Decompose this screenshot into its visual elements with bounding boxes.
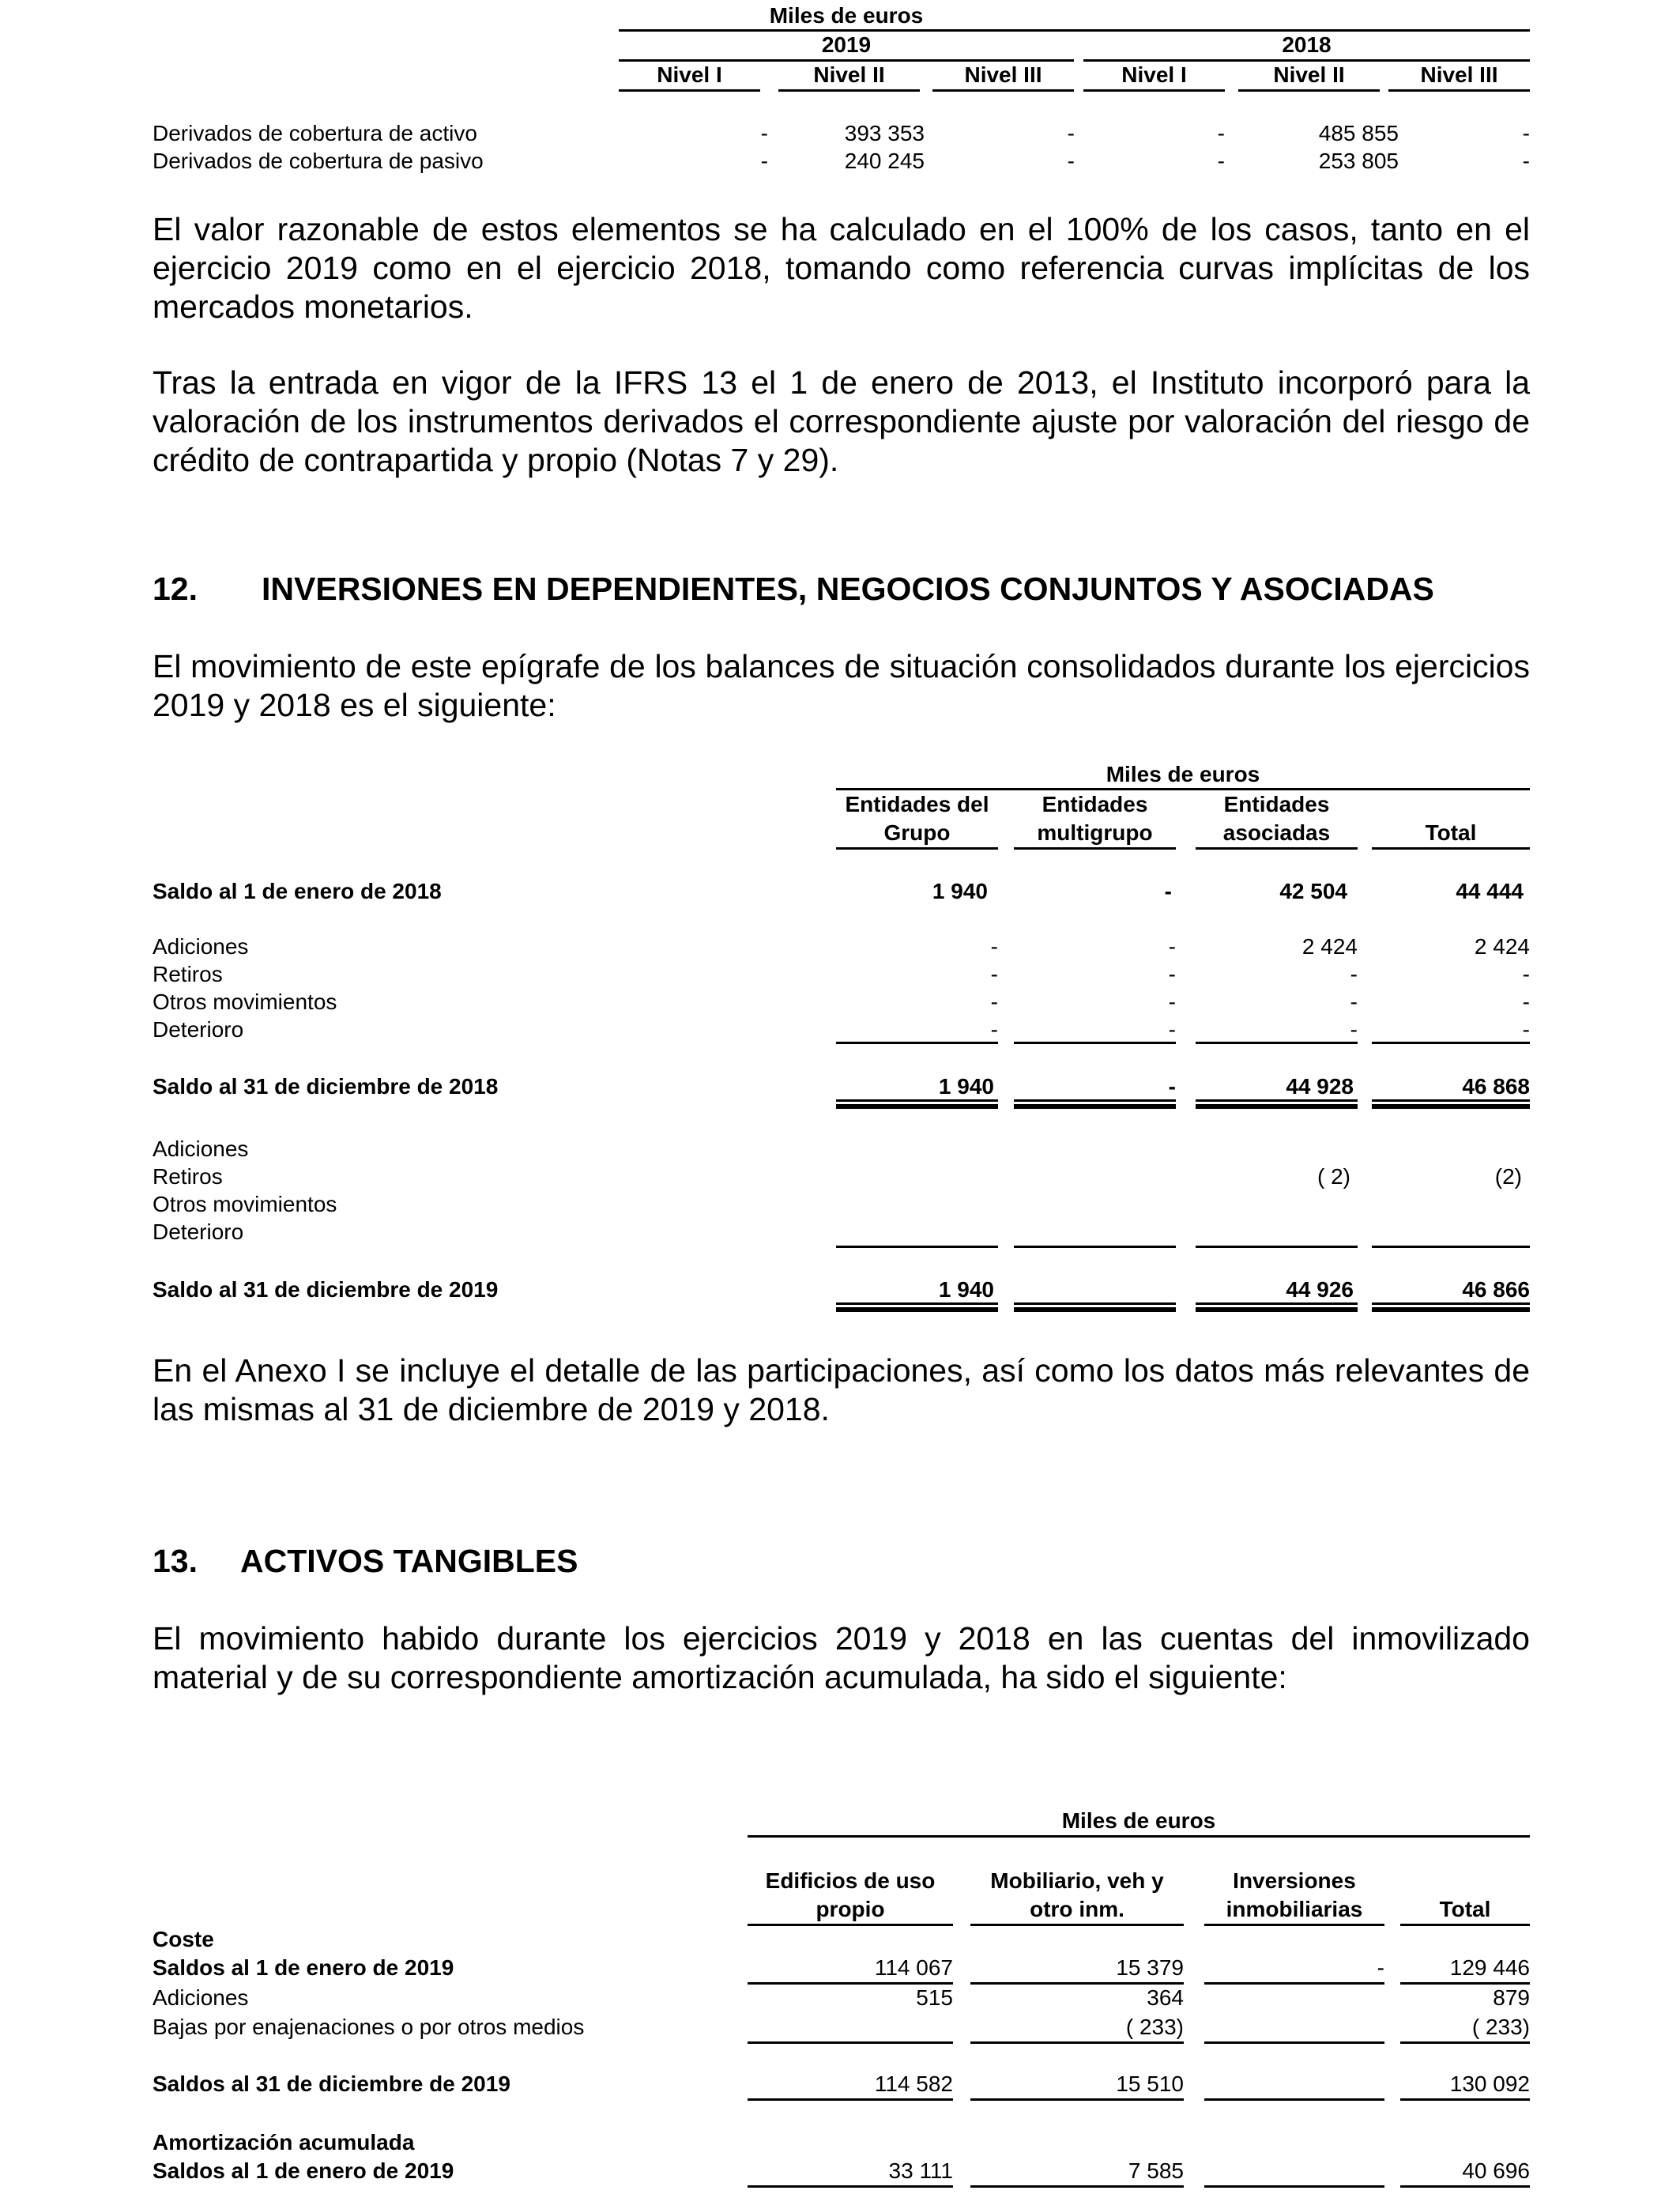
table-cell: - — [1350, 962, 1358, 986]
section-number: 12. — [153, 571, 198, 607]
table-cell: ( 233) — [1125, 2015, 1184, 2039]
table-cell: ( 2) — [1317, 1164, 1350, 1189]
column-header: Entidades — [1042, 792, 1148, 816]
table-cell: 46 868 — [1462, 1074, 1530, 1099]
row-label: Adiciones — [153, 934, 249, 959]
table-cell: - — [1067, 121, 1075, 145]
table-cell: - — [1168, 990, 1176, 1014]
double-underline — [1014, 1307, 1176, 1312]
divider — [619, 89, 760, 92]
divider — [1204, 2041, 1384, 2044]
divider — [1196, 1042, 1358, 1044]
table-cell: 485 855 — [1318, 121, 1399, 145]
section-title: INVERSIONES EN DEPENDIENTES, NEGOCIOS CONJUNTOS Y ASOCIADAS — [262, 571, 1434, 607]
divider — [836, 1246, 998, 1248]
divider — [970, 1924, 1184, 1926]
table-cell: 114 582 — [874, 2071, 953, 2096]
table-cell: - — [990, 1017, 998, 1042]
table-cell: - — [760, 149, 768, 173]
row-label: Saldo al 31 de diciembre de 2019 — [153, 1277, 499, 1302]
table-cell: 114 067 — [874, 1955, 953, 1980]
group-label: Coste — [153, 1927, 214, 1951]
double-underline — [836, 1104, 998, 1109]
row-label: Adiciones — [153, 1137, 249, 1161]
row-label: Saldos al 1 de enero de 2019 — [153, 2158, 454, 2183]
table-cell: 879 — [1493, 1985, 1530, 2010]
year-2018-header: 2018 — [1282, 32, 1332, 57]
paragraph-annex: En el Anexo I se incluye el detalle de las participaciones, así como los datos más relevantes de las mismas al 31 de diciembre de 2019 y 2018. — [153, 1352, 1530, 1427]
row-label: Otros movimientos — [153, 1192, 337, 1216]
double-underline — [1014, 1104, 1176, 1109]
divider — [1204, 2185, 1384, 2188]
divider — [1083, 89, 1225, 92]
table-cell: - — [1168, 1074, 1176, 1099]
column-header: multigrupo — [1037, 820, 1153, 845]
level-header: Nivel I — [657, 62, 722, 87]
table-cell: - — [1168, 1017, 1176, 1042]
table-cell: (2) — [1494, 1164, 1522, 1189]
year-2019-header: 2019 — [821, 32, 872, 57]
unit-header: Miles de euros — [769, 3, 924, 28]
column-header: Total — [1425, 820, 1477, 845]
paragraph-movement-13: El movimiento habido durante los ejercicios 2019 y 2018 en las cuentas del inmovilizado material y de su correspondiente amortización acumulada, ha sido el siguiente: — [153, 1620, 1530, 1695]
divider — [1014, 1042, 1176, 1044]
row-label: Bajas por enajenaciones o por otros medios — [153, 2015, 585, 2039]
divider — [932, 89, 1074, 92]
divider — [1204, 2098, 1384, 2101]
table-cell: - — [1067, 149, 1075, 173]
table-cell: 42 504 — [1279, 879, 1347, 903]
level-header: Nivel II — [813, 62, 885, 87]
table-cell: - — [990, 962, 998, 986]
divider — [970, 2098, 1184, 2101]
column-header: Edificios de uso — [765, 1868, 936, 1893]
table-cell: ( 233) — [1471, 2015, 1530, 2039]
table-cell: 44 928 — [1286, 1074, 1354, 1099]
column-header: Total — [1439, 1897, 1491, 1921]
divider — [1400, 2041, 1530, 2044]
table-cell: - — [990, 934, 998, 959]
row-label: Retiros — [153, 962, 223, 986]
section-number: 13. — [153, 1543, 198, 1579]
table-cell: - — [1168, 962, 1176, 986]
row-label: Saldo al 31 de diciembre de 2018 — [153, 1074, 499, 1099]
divider — [1196, 1099, 1358, 1102]
divider — [1372, 1302, 1530, 1305]
column-header: Entidades — [1223, 792, 1330, 816]
table-cell: 253 805 — [1318, 149, 1399, 173]
double-underline — [1372, 1104, 1530, 1109]
table-cell: 44 926 — [1286, 1277, 1354, 1302]
paragraph-movement-12: El movimiento de este epígrafe de los balances de situación consolidados durante los ejercicios 2019 y 2018 es el siguiente: — [153, 648, 1530, 723]
column-header: propio — [816, 1897, 885, 1921]
divider — [748, 1924, 953, 1926]
table-cell: - — [1522, 121, 1530, 145]
divider — [778, 89, 920, 92]
column-header: Inversiones — [1233, 1868, 1356, 1893]
table-cell: 393 353 — [844, 121, 925, 145]
table-cell: 15 510 — [1116, 2071, 1184, 2096]
table-cell: - — [1168, 934, 1176, 959]
unit-header: Miles de euros — [1106, 762, 1260, 786]
double-underline — [836, 1307, 998, 1312]
paragraph-fair-value: El valor razonable de estos elementos se ha calculado en el 100% de los casos, tanto en el ejercicio 2019 como en el ejercicio 2018, tomando como referencia curvas implícitas de los mercados monetarios. — [153, 211, 1530, 325]
divider — [1204, 1924, 1384, 1926]
paragraph-ifrs13: Tras la entrada en vigor de la IFRS 13 el 1 de enero de 2013, el Instituto incorporó para la valoración de los instrumentos derivados el correspondiente ajuste por valoración del riesgo de crédito de contrapartida y propio (Notas 7 y 29). — [153, 364, 1530, 478]
section-title: ACTIVOS TANGIBLES — [240, 1543, 578, 1579]
table-cell: 33 111 — [888, 2158, 953, 2183]
column-header: otro inm. — [1030, 1897, 1124, 1921]
row-label: Saldos al 1 de enero de 2019 — [153, 1955, 454, 1980]
divider — [1372, 1042, 1530, 1044]
divider — [836, 847, 998, 850]
table-cell: - — [990, 990, 998, 1014]
divider — [836, 1042, 998, 1044]
table-cell: 40 696 — [1462, 2158, 1530, 2183]
table-cell: 7 585 — [1128, 2158, 1184, 2183]
divider — [1014, 1246, 1176, 1248]
divider — [1014, 847, 1176, 850]
divider — [1372, 1246, 1530, 1248]
row-label: Derivados de cobertura de pasivo — [153, 149, 484, 173]
table-cell: - — [1377, 1955, 1384, 1980]
table-cell: 15 379 — [1116, 1955, 1184, 1980]
level-header: Nivel II — [1273, 62, 1345, 87]
divider — [1372, 847, 1530, 850]
column-header: asociadas — [1222, 820, 1331, 845]
table-cell: 2 424 — [1474, 934, 1530, 959]
level-header: Nivel III — [1420, 62, 1498, 87]
level-header: Nivel III — [964, 62, 1042, 87]
divider — [1400, 1924, 1530, 1926]
table-cell: 1 940 — [932, 879, 988, 903]
column-header: Mobiliario, veh y — [990, 1868, 1164, 1893]
double-underline — [1372, 1307, 1530, 1312]
divider — [748, 2098, 953, 2101]
table-cell: - — [1217, 149, 1225, 173]
divider — [1014, 1099, 1176, 1102]
divider — [1196, 1246, 1358, 1248]
divider — [1372, 1099, 1530, 1102]
divider — [1014, 1302, 1176, 1305]
row-label: Retiros — [153, 1164, 223, 1189]
table-cell: 46 866 — [1462, 1277, 1530, 1302]
table-cell: 1 940 — [938, 1277, 994, 1302]
table-cell: 364 — [1147, 1985, 1184, 2010]
divider — [836, 1302, 998, 1305]
table-cell: - — [1522, 149, 1530, 173]
divider — [1204, 1982, 1384, 1985]
column-header: Grupo — [883, 820, 951, 845]
level-header: Nivel I — [1121, 62, 1187, 87]
divider — [1196, 847, 1358, 850]
row-label: Adiciones — [153, 1985, 249, 2010]
divider — [1196, 1302, 1358, 1305]
row-label: Saldo al 1 de enero de 2018 — [153, 879, 442, 903]
table-cell: 515 — [916, 1985, 953, 2010]
table-cell: 2 424 — [1301, 934, 1358, 959]
row-label: Otros movimientos — [153, 990, 337, 1014]
table-cell: - — [1164, 879, 1172, 903]
table-cell: 130 092 — [1449, 2071, 1530, 2096]
table-cell: - — [1350, 990, 1358, 1014]
table-cell: 1 940 — [938, 1074, 994, 1099]
double-underline — [1196, 1307, 1358, 1312]
table-cell: - — [1350, 1017, 1358, 1042]
table-cell: 240 245 — [844, 149, 925, 173]
table-cell: 44 444 — [1456, 879, 1524, 903]
row-label: Derivados de cobertura de activo — [153, 121, 477, 145]
row-label: Saldos al 31 de diciembre de 2019 — [153, 2071, 510, 2096]
divider — [748, 2041, 953, 2044]
unit-header: Miles de euros — [1061, 1808, 1216, 1833]
divider — [836, 1099, 998, 1102]
double-underline — [1196, 1104, 1358, 1109]
table-cell: - — [760, 121, 768, 145]
divider — [748, 2185, 953, 2188]
divider — [1400, 2185, 1530, 2188]
table-cell: - — [1522, 962, 1530, 986]
divider — [1388, 89, 1530, 92]
divider — [1238, 89, 1380, 92]
table-cell: - — [1522, 1017, 1530, 1042]
divider — [970, 2041, 1184, 2044]
table-cell: 129 446 — [1449, 1955, 1530, 1980]
divider — [970, 2185, 1184, 2188]
divider — [1400, 2098, 1530, 2101]
row-label: Deterioro — [153, 1017, 244, 1042]
row-label: Deterioro — [153, 1220, 244, 1244]
table-cell: - — [1522, 990, 1530, 1014]
divider — [748, 1835, 1530, 1838]
column-header: inmobiliarias — [1226, 1897, 1363, 1921]
group-label: Amortización acumulada — [153, 2130, 415, 2154]
table-cell: - — [1217, 121, 1225, 145]
column-header: Entidades del — [845, 792, 989, 816]
